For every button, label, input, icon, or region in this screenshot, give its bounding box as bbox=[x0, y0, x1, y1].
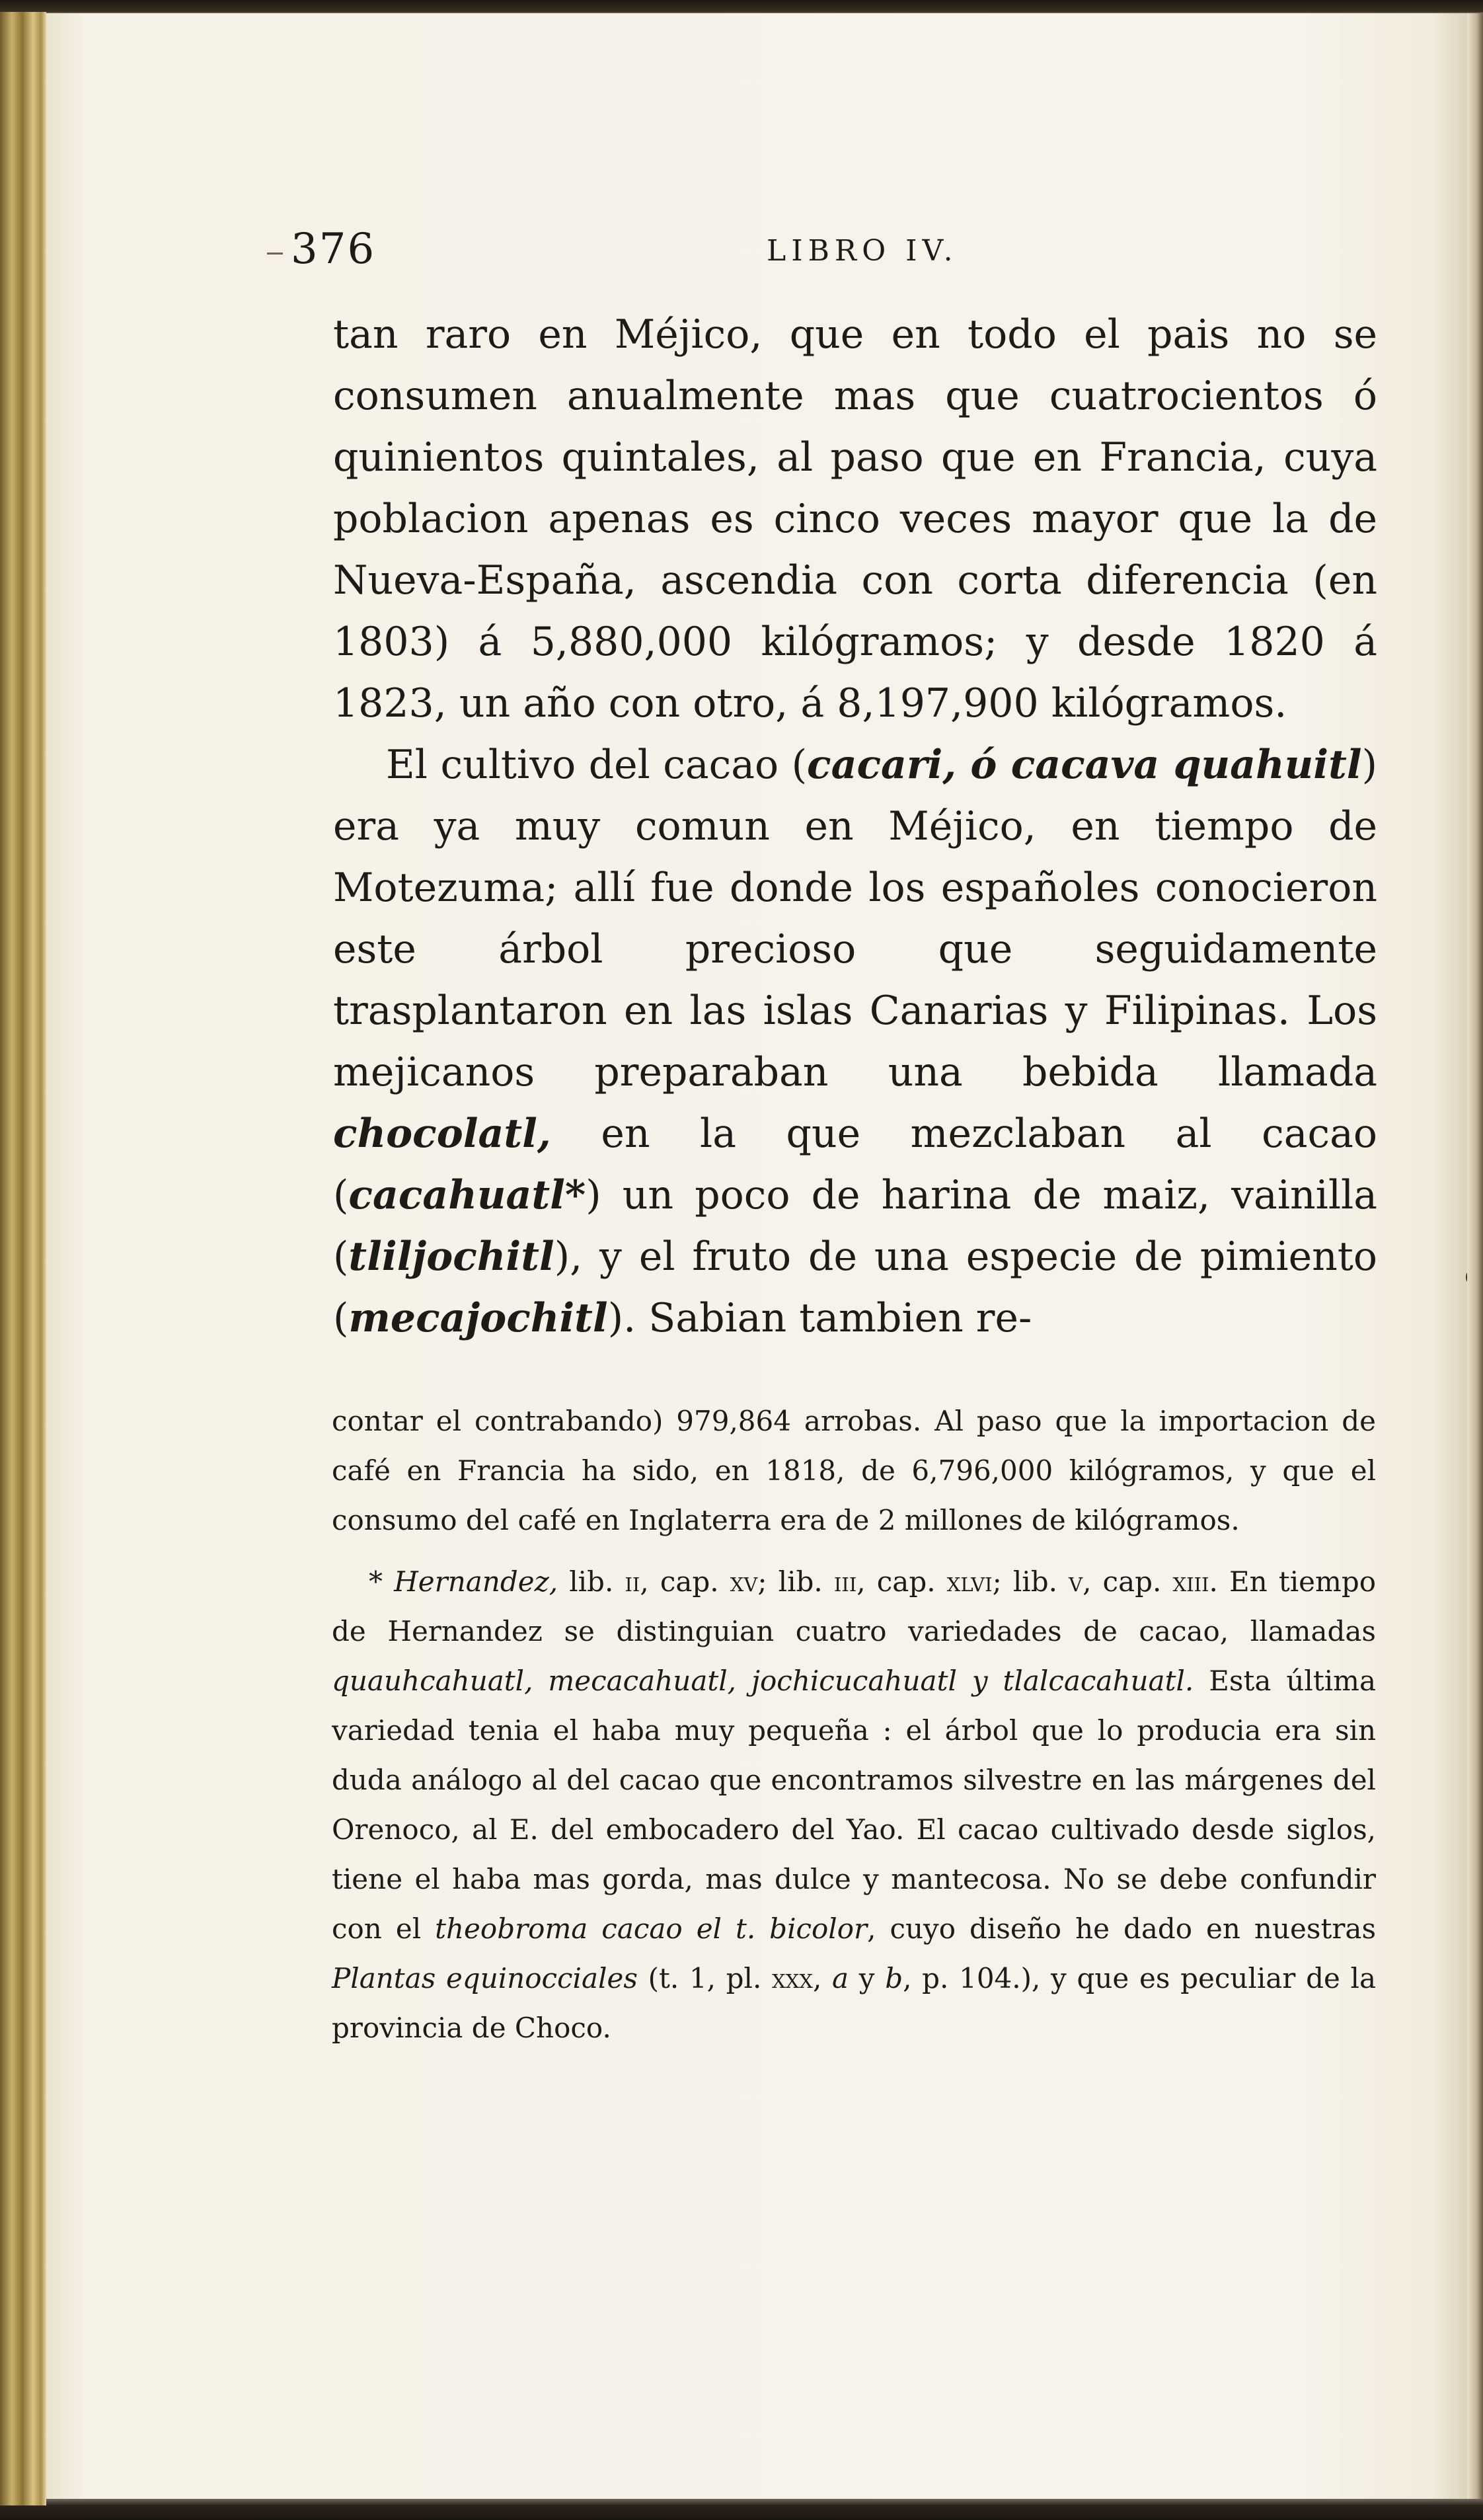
page-header bbox=[46, 225, 1467, 278]
page-right-edge bbox=[1467, 13, 1483, 2499]
fn-author: Hernandez, bbox=[394, 1565, 558, 1598]
p2-italic-chocolatl: chocolatl, bbox=[333, 1111, 551, 1157]
fn-text-10: (t. 1, pl. bbox=[637, 1962, 773, 1994]
p2-italic-mecajochitl: mecajochitl bbox=[348, 1295, 608, 1341]
fn-text-7: . En tiempo de Hernandez se distinguian cuatro variedades de cacao, llamadas bbox=[332, 1565, 1376, 1647]
fn-text-12: y bbox=[849, 1962, 886, 1994]
book-page bbox=[46, 13, 1467, 2499]
fn-cap-1: xv bbox=[730, 1565, 758, 1598]
fn-lib-1: ii bbox=[625, 1565, 640, 1598]
fn-text-3: ; lib. bbox=[757, 1565, 834, 1598]
fn-lib-2: iii bbox=[833, 1565, 857, 1598]
fn-italic-b: b bbox=[885, 1962, 903, 1994]
fn-text-6: , cap. bbox=[1083, 1565, 1173, 1598]
fn-italic-a: a bbox=[832, 1962, 849, 1994]
fn-text-11: , bbox=[812, 1962, 833, 1994]
p2-text-2: ) era ya muy comun en Méjico, en tiempo de Motezuma; allí fue donde los españoles conocieron este árbol precioso que seguidamente trasplantaron en las islas Canarias y Filipinas. Los mejicanos preparaban una bebida llamada bbox=[333, 742, 1378, 1095]
p2-italic-cacahuatl: cacahuatl* bbox=[348, 1172, 586, 1218]
footnote-hernandez bbox=[332, 1557, 1376, 2053]
main-text bbox=[333, 304, 1377, 1349]
gilt-page-edge bbox=[0, 12, 46, 2505]
fn-cap-2: xlvi bbox=[946, 1565, 993, 1598]
p2-text-3: en la que mezclaban al cacao ( bbox=[333, 1111, 1377, 1218]
paragraph-1: tan raro en Méjico, que en todo el pais no se consumen anualmente mas que cuatrocientos ó quinientos quintales, al paso que en Francia, cuya poblacion apenas es cinco veces mayor que la de Nueva-España, ascendia con corta diferencia (en 1803) á 5,880,000 kilógramos; y desde 1820 á 1823, un año con otro, á 8,197,900 kilógramos. bbox=[333, 311, 1377, 727]
footnote-continuation: contar el contrabando) 979,864 arrobas. Al paso que la importacion de café en Francia ha sido, en 1818, de 6,796,000 kilógramos, y que el consumo del café en Inglaterra era de 2 millones de kilógramos. bbox=[332, 1405, 1376, 1536]
fn-text-5: ; lib. bbox=[992, 1565, 1069, 1598]
paragraph-2 bbox=[333, 734, 1377, 1349]
p2-text-5: ), y el fruto de una especie de pimiento ( bbox=[333, 1234, 1377, 1341]
fn-text-9: , cuyo diseño he dado en nuestras bbox=[867, 1912, 1376, 1945]
fn-text-2: , cap. bbox=[640, 1565, 730, 1598]
footnotes bbox=[332, 1396, 1376, 2053]
fn-italic-plantas: Plantas equinocciales bbox=[332, 1962, 638, 1994]
p2-text-4: ) un poco de harina de maiz, vainilla ( bbox=[333, 1172, 1377, 1280]
p2-text-6: ). Sabian tambien re- bbox=[607, 1295, 1032, 1341]
page-number: 376 bbox=[291, 225, 376, 274]
fn-text-8: Esta última variedad tenia el haba muy pequeña : el árbol que lo producia era sin duda análogo al del cacao que encontramos silvestre en las márgenes del Orenoco, al E. del embocadero del Yao. El cacao cultivado desde siglos, tiene el haba mas gorda, mas dulce y mantecosa. No se debe confundir con el bbox=[332, 1665, 1376, 1945]
fn-lib-3: v bbox=[1069, 1565, 1083, 1598]
running-title: LIBRO IV. bbox=[767, 234, 958, 268]
p2-text-1: El cultivo del cacao ( bbox=[386, 742, 808, 788]
fn-text-1: lib. bbox=[558, 1565, 625, 1598]
fn-text-4: , cap. bbox=[856, 1565, 947, 1598]
fn-text-13: , p. 104.), y que es peculiar de la provincia de Choco. bbox=[332, 1962, 1376, 2044]
fn-italic-varieties: quauhcahuatl, mecacahuatl, jochicucahuatl y tlalcacahuatl. bbox=[332, 1665, 1194, 1697]
fn-plate: xxx bbox=[772, 1962, 813, 1994]
p2-italic-tliljochitl: tliljochitl bbox=[348, 1234, 554, 1280]
fn-cap-3: xiii bbox=[1172, 1565, 1209, 1598]
fn-italic-theobroma: theobroma cacao el t. bicolor bbox=[435, 1912, 868, 1945]
p2-italic-cacari: cacari, ó cacava quahuitl bbox=[807, 742, 1362, 788]
fn-mark: * bbox=[369, 1565, 395, 1598]
